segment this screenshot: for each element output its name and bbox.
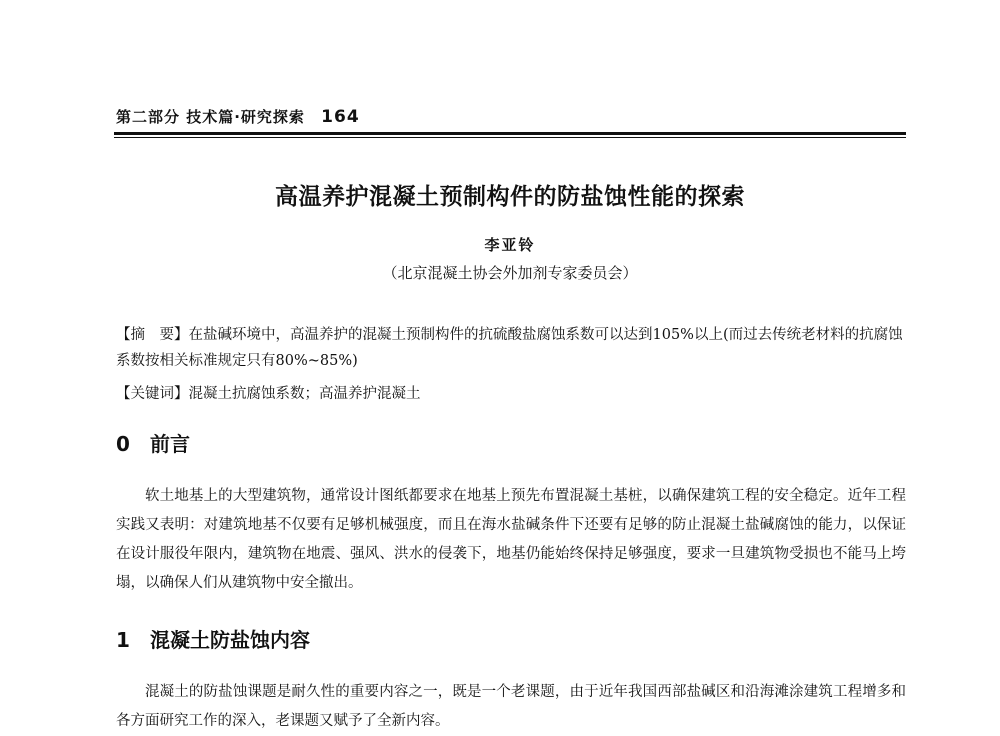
article-author: 李亚铃 <box>484 236 536 254</box>
section-1-paragraph: 混凝土的防盐蚀课题是耐久性的重要内容之一，既是一个老课题，由于近年我国西部盐碱区和沿海滩涂建筑工程增多和各方面研究工作的深入，老课题又赋予了全新内容。 <box>116 684 906 729</box>
keywords-label: 【关键词】 <box>116 386 189 402</box>
article-title: 高温养护混凝土预制构件的防盐蚀性能的探索 <box>275 184 745 210</box>
article-affiliation: （北京混凝土协会外加剂专家委员会） <box>382 264 638 282</box>
section-0-paragraph: 软土地基上的大型建筑物，通常设计图纸都要求在地基上预先布置混凝土基桩，以确保建筑工程的安全稳定。近年工程实践又表明：对建筑地基不仅要有足够机械强度，而且在海水盐碱条件下还要有足够的防止混凝土盐碱腐蚀的能力，以保证在设计服役年限内，建筑物在地震、强风、洪水的侵袭下，地基仍能始终保持足够强度，要求一旦建筑物受损也不能马上垮塌，以确保人们从建筑物中安全撤出。 <box>116 488 906 591</box>
section-number: 0 <box>116 432 130 456</box>
abstract-label: 【摘 要】 <box>116 327 189 343</box>
abstract-block <box>116 322 906 374</box>
section-number: 1 <box>116 628 130 652</box>
section-heading-1 <box>116 624 310 653</box>
section-heading-0 <box>116 428 190 457</box>
section-title: 前言 <box>150 432 190 456</box>
header-rule-thin <box>114 137 906 138</box>
page-number: 164 <box>321 107 360 127</box>
keywords-block <box>116 382 906 406</box>
keywords-text: 混凝土抗腐蚀系数；高温养护混凝土 <box>188 386 421 402</box>
abstract-text: 在盐碱环境中，高温养护的混凝土预制构件的抗硫酸盐腐蚀系数可以达到105%以上(而过去传统老材料的抗腐蚀系数按相关标准规定只有80%~85%) <box>116 327 903 369</box>
header-section-text: 第二部分 技术篇·研究探索 <box>116 108 305 126</box>
section-title: 混凝土防盐蚀内容 <box>150 628 310 652</box>
running-header <box>116 106 906 134</box>
header-rule-thick <box>114 132 906 135</box>
